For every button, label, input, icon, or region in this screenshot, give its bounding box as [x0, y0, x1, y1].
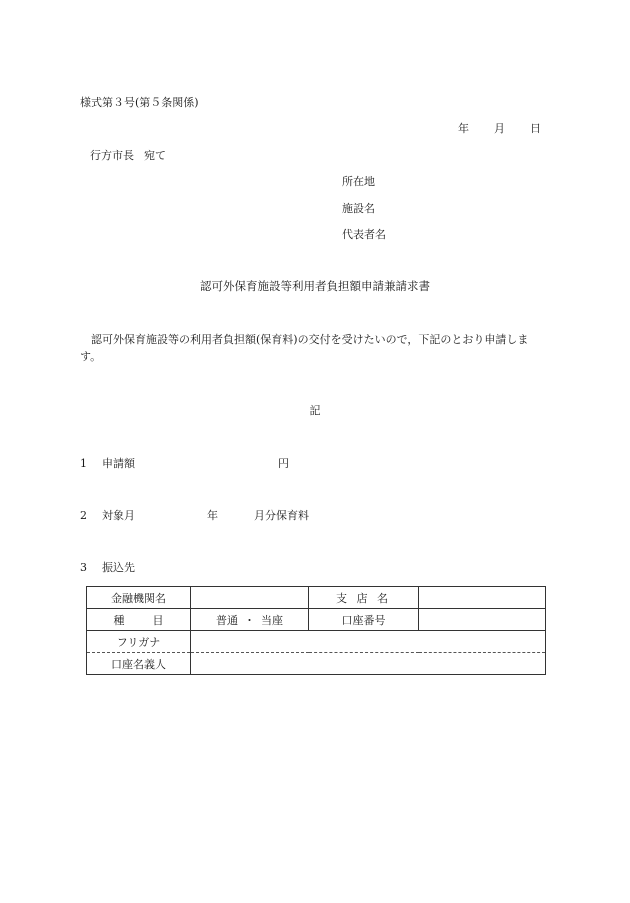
item-label: 対象月 [102, 509, 135, 522]
item-transfer-destination [80, 561, 135, 574]
bank-account-table [86, 586, 546, 675]
branch-name-field[interactable] [419, 587, 546, 609]
account-type-label [87, 609, 191, 631]
item-label: 振込先 [102, 561, 135, 574]
item-target-month [80, 509, 135, 522]
ki-heading: 記 [309, 404, 321, 417]
account-number-field[interactable] [419, 609, 546, 631]
target-month-label: 月分保育料 [254, 509, 309, 522]
addressee [90, 149, 166, 162]
addressee-suffix: 宛て [144, 149, 166, 162]
furigana-row [87, 631, 546, 653]
account-number-label: 口座番号 [309, 609, 419, 631]
date-day-label: 日 [530, 122, 541, 135]
account-holder-field[interactable] [191, 653, 546, 675]
applicant-address-label: 所在地 [342, 175, 375, 188]
account-type-separator: ・ [244, 613, 255, 627]
item-number: 1 [80, 457, 87, 470]
account-holder-label: 口座名義人 [87, 653, 191, 675]
item-number: 2 [80, 509, 87, 522]
furigana-label: フリガナ [87, 631, 191, 653]
item-application-amount [80, 457, 135, 470]
furigana-field[interactable] [191, 631, 546, 653]
target-year-label: 年 [207, 509, 218, 522]
body-paragraph: 認可外保育施設等の利用者負担額(保育料)の交付を受けたいので，下記のとおり申請します。 [80, 333, 529, 363]
account-type-label-a: 種 [113, 613, 125, 627]
account-holder-row [87, 653, 546, 675]
form-number: 様式第３号(第５条関係) [80, 96, 199, 109]
date-month-label: 月 [494, 122, 505, 135]
document-title: 認可外保育施設等利用者負担額申請兼請求書 [200, 279, 430, 293]
branch-name-label: 支 店 名 [309, 587, 419, 609]
item-number: 3 [80, 561, 87, 574]
account-type-row [87, 609, 546, 631]
date-year-label: 年 [458, 122, 469, 135]
account-type-current-option[interactable]: 当座 [261, 613, 283, 627]
addressee-name: 行方市長 [90, 149, 134, 162]
bank-row [87, 587, 546, 609]
applicant-facility-label: 施設名 [342, 202, 375, 215]
account-type-label-b: 目 [152, 613, 164, 627]
account-type-options [191, 609, 309, 631]
yen-unit: 円 [278, 457, 289, 470]
account-type-ordinary-option[interactable]: 普通 [216, 613, 238, 627]
item-label: 申請額 [102, 457, 135, 470]
bank-name-field[interactable] [191, 587, 309, 609]
bank-name-label: 金融機関名 [87, 587, 191, 609]
applicant-representative-label: 代表者名 [342, 228, 386, 241]
